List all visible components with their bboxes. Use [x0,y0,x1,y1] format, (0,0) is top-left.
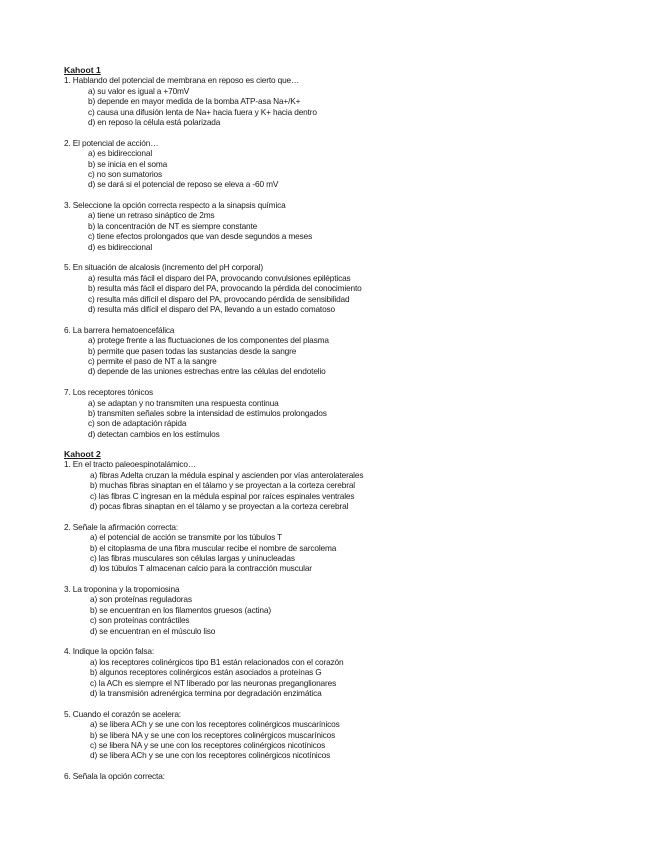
answer-option: b) muchas fibras sinaptan en el tálamo y se proyectan a la corteza cerebral [90,480,355,491]
answer-option: b) depende en mayor medida de la bomba ATP-asa Na+/K+ [88,96,301,107]
answer-option: d) la transmisión adrenérgica termina por degradación enzimática [90,687,322,698]
answer-option: a) fibras Adelta cruzan la médula espinal y ascienden por vías anterolaterales [90,469,364,480]
answer-option: b) el citoplasma de una fibra muscular recibe el nombre de sarcolema [90,542,337,553]
answer-option: b) se inicia en el soma [88,158,168,169]
answer-option: a) tiene un retraso sináptico de 2ms [88,210,215,221]
answer-option: a) los receptores colinérgicos tipo B1 están relacionados con el corazón [90,656,344,667]
question-text: 6. La barrera hematoencefálica [64,324,175,335]
answer-option: c) causa una difusión lenta de Na+ hacia fuera y K+ hacia dentro [88,106,317,117]
answer-option: b) algunos receptores colinérgicos están asociados a proteínas G [90,667,322,678]
answer-option: d) pocas fibras sinaptan en el tálamo y se proyectan a la corteza cerebral [90,500,349,511]
answer-option: c) la ACh es siempre el NT liberado por las neuronas preganglionares [90,677,337,688]
answer-option: b) resulta más fácil el disparo del PA, provocando la pérdida del conocimiento [88,283,362,294]
question [64,387,624,439]
answer-option: c) se libera NA y se une con los receptores colinérgicos nicotínicos [90,739,326,750]
answer-option: a) son proteínas reguladoras [90,594,192,605]
answer-option: d) se dará si el potencial de reposo se eleva a -60 mV [88,179,279,190]
answer-option: c) resulta más difícil el disparo del PA, provocando pérdida de sensibilidad [88,293,350,304]
answer-option: c) las fibras musculares son células largas y uninucleadas [90,552,295,563]
answer-option: b) la concentración de NT es siempre constante [88,220,258,231]
question-text: 2. Señale la afirmación correcta: [64,521,179,532]
question-text: 7. Los receptores tónicos [64,387,153,398]
answer-option: d) es bidireccional [88,241,153,252]
section-title: Kahoot 1 [64,65,101,75]
question-text: 4. Indique la opción falsa: [64,646,155,657]
section-kahoot-2 [64,449,624,792]
question-text: 3. La troponina y la tropomiosina [64,584,180,595]
question [64,584,624,636]
question-text: 2. El potencial de acción… [64,137,159,148]
question-text: 6. Señala la opción correcta: [64,771,165,782]
answer-option: c) las fibras C ingresan en la médula espinal por raíces espinales ventrales [90,490,355,501]
question [64,200,624,252]
question [64,75,624,127]
section-kahoot-1 [64,65,624,449]
question [64,262,624,314]
answer-option: c) son de adaptación rápida [88,418,187,429]
answer-option: b) se encuentran en los filamentos gruesos (actina) [90,604,271,615]
answer-option: a) se adaptan y no transmiten una respuesta continua [88,397,279,408]
answer-option: a) su valor es igual a +70mV [88,85,190,96]
question [64,138,624,190]
question [64,646,624,698]
question [64,522,624,574]
answer-option: c) son proteínas contráctiles [90,615,190,626]
answer-option: b) se libera NA y se une con los receptores colinérgicos muscarínicos [90,729,336,740]
answer-option: a) protege frente a las fluctuaciones de los componentes del plasma [88,335,329,346]
answer-option: c) tiene efectos prolongados que van desde segundos a meses [88,231,313,242]
question [64,325,624,377]
answer-option: b) transmiten señales sobre la intensidad de estímulos prolongados [88,407,327,418]
question-text: 5. En situación de alcalosis (incremento del pH corporal) [64,262,263,273]
answer-option: d) se libera ACh y se une con los receptores colinérgicos nicotínicos [90,750,331,761]
question-text: 1. Hablando del potencial de membrana en reposo es cierto que… [64,75,300,86]
answer-option: b) permite que pasen todas las sustancias desde la sangre [88,345,297,356]
answer-option: d) en reposo la célula está polarizada [88,116,221,127]
question-text: 5. Cuando el corazón se acelera: [64,708,181,719]
answer-option: c) permite el paso de NT a la sangre [88,355,217,366]
question [64,709,624,761]
answer-option: d) detectan cambios en los estímulos [88,428,220,439]
answer-option: a) resulta más fácil el disparo del PA, provocando convulsiones epilépticas [88,272,351,283]
question [64,459,624,511]
question [64,771,624,781]
answer-option: a) es bidireccional [88,148,153,159]
answer-option: d) resulta más difícil el disparo del PA, llevando a un estado comatoso [88,303,335,314]
answer-option: d) depende de las uniones estrechas entre las células del endotelio [88,366,326,377]
answer-option: d) se encuentran en el músculo liso [90,625,216,636]
section-title: Kahoot 2 [64,449,101,459]
answer-option: c) no son sumatorios [88,168,163,179]
answer-option: a) se libera ACh y se une con los receptores colinérgicos muscarínicos [90,719,340,730]
answer-option: d) los túbulos T almacenan calcio para la contracción muscular [90,563,312,574]
question-text: 1. En el tracto paleoespinotalámico… [64,459,197,470]
question-text: 3. Seleccione la opción correcta respecto a la sinapsis química [64,200,286,211]
answer-option: a) el potencial de acción se transmite por los túbulos T [90,532,283,543]
